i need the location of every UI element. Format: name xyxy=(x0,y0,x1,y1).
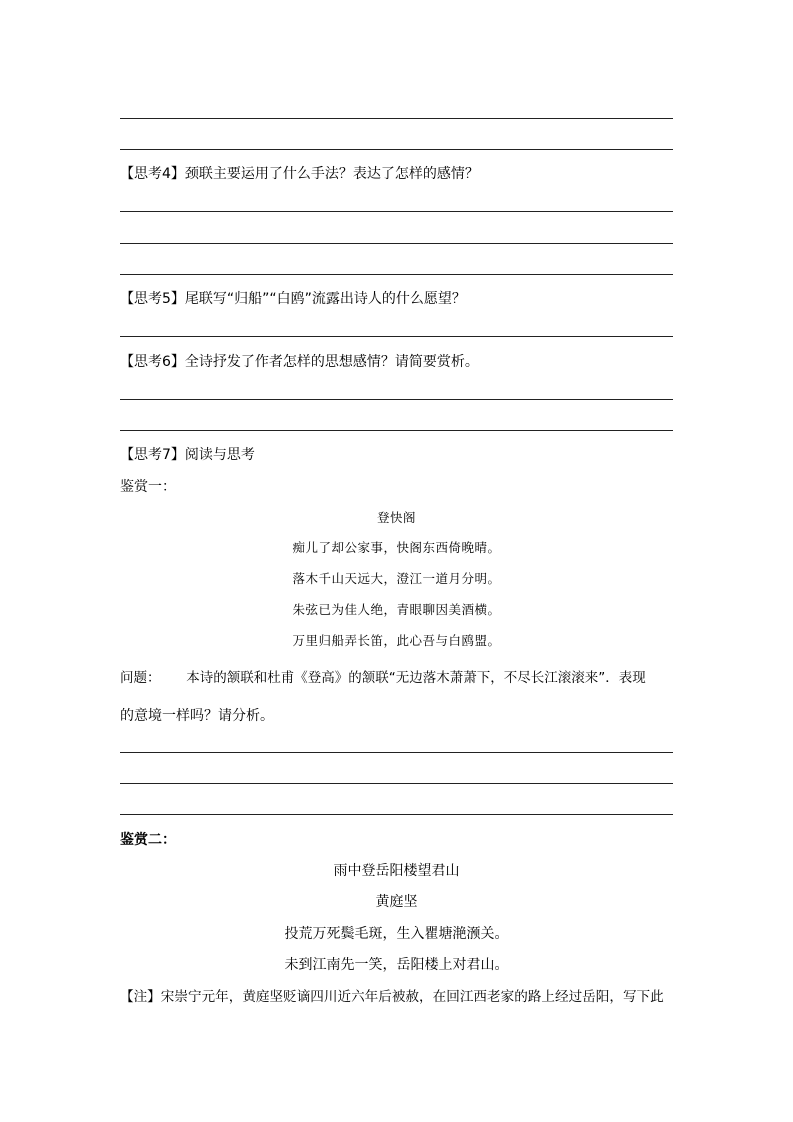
poem-2-author: 黄庭坚 xyxy=(375,894,418,910)
appreciation-1-label: 鉴赏一： xyxy=(120,479,176,495)
poem-2-line: 投荒万死鬓毛斑，生入瞿塘滟滪关。 xyxy=(284,926,509,942)
poem-2-title: 雨中登岳阳楼望君山 xyxy=(333,863,460,879)
poem-2-line: 未到江南先一笑，岳阳楼上对君山。 xyxy=(284,957,509,973)
answer-line xyxy=(120,783,673,784)
poem-1-line: 痴儿了却公家事，快阁东西倚晚晴。 xyxy=(292,540,501,555)
answer-line xyxy=(120,274,673,275)
answer-line xyxy=(120,752,673,753)
answer-line xyxy=(120,399,673,400)
answer-line xyxy=(120,430,673,431)
poem-2-note: 【注】宋崇宁元年，黄庭坚贬谪四川近六年后被赦，在回江西老家的路上经过岳阳，写下此 xyxy=(120,989,664,1005)
answer-line xyxy=(120,243,673,244)
question-4: 【思考4】颈联主要运用了什么手法？表达了怎样的感情？ xyxy=(120,166,479,182)
poem-1-line: 落木千山天远大，澄江一道月分明。 xyxy=(292,571,501,586)
question-5: 【思考5】尾联写“归船”“白鸥”流露出诗人的什么愿望？ xyxy=(120,291,466,307)
appreciation-2-label: 鉴赏二： xyxy=(120,832,176,848)
answer-line xyxy=(120,149,673,150)
answer-line xyxy=(120,211,673,212)
question-6: 【思考6】全诗抒发了作者怎样的思想感情？请简要赏析。 xyxy=(120,354,479,370)
question-7: 【思考7】阅读与思考 xyxy=(120,447,255,463)
answer-line xyxy=(120,814,673,815)
poem-1-question: 问题： 本诗的颔联和杜甫《登高》的颔联“无边落木萧萧下，不尽长江滚滚来”．表现 xyxy=(120,670,646,686)
poem-1-title: 登快阁 xyxy=(376,510,416,525)
poem-1-line: 万里归船弄长笛，此心吾与白鸥盟。 xyxy=(292,633,501,648)
poem-1-line: 朱弦已为佳人绝，青眼聊因美酒横。 xyxy=(292,602,501,617)
poem-1-question-cont: 的意境一样吗？请分析。 xyxy=(120,708,274,724)
answer-line xyxy=(120,118,673,119)
answer-line xyxy=(120,336,673,337)
